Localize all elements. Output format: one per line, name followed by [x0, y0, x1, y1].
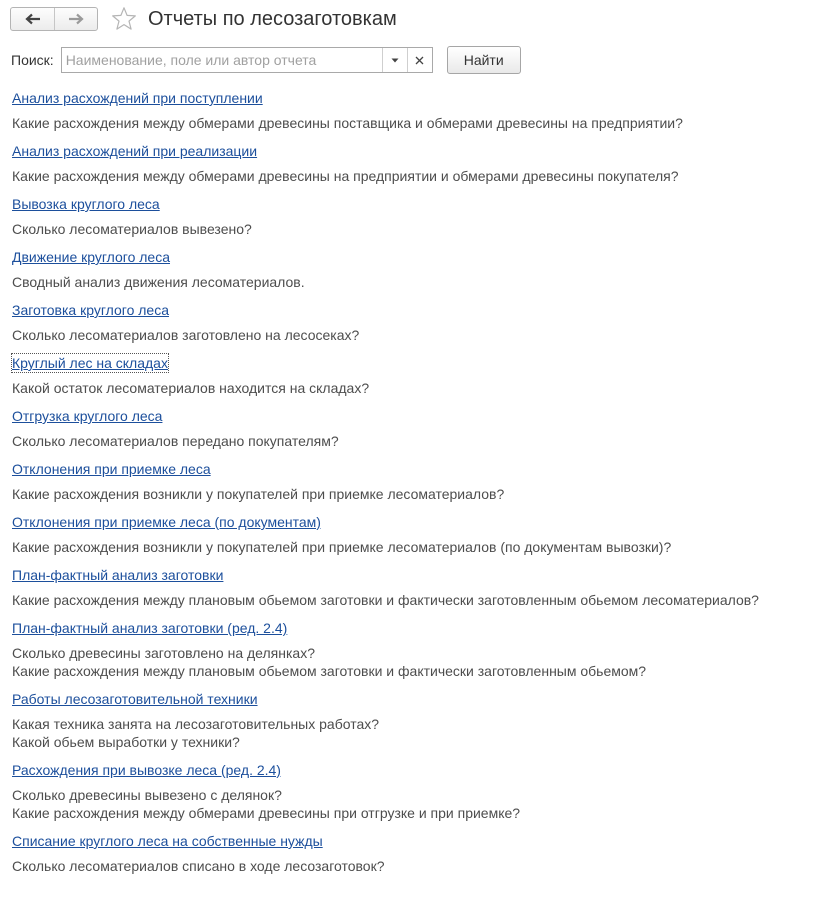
- report-description-line: Сколько древесины заготовлено на делянках?: [12, 645, 315, 661]
- report-link[interactable]: Отклонения при приемке леса (по документам): [12, 514, 321, 530]
- report-description-line: Какой обьем выработки у техники?: [12, 734, 240, 750]
- arrow-right-icon: [68, 13, 84, 25]
- report-item: [12, 301, 822, 344]
- navigation-buttons: [10, 7, 98, 31]
- report-description-line: Сколько лесоматериалов вывезено?: [12, 221, 252, 237]
- report-link[interactable]: Списание круглого леса на собственные нужды: [12, 833, 323, 849]
- report-link[interactable]: План-фактный анализ заготовки: [12, 567, 224, 583]
- report-link[interactable]: Анализ расхождений при реализации: [12, 143, 258, 159]
- report-description: [12, 326, 822, 344]
- report-description: [12, 715, 822, 751]
- report-description-line: Какие расхождения между обмерами древесины поставщика и обмерами древесины на предприятии?: [12, 115, 683, 131]
- report-description-line: Сводный анализ движения лесоматериалов.: [12, 274, 305, 290]
- report-description: [12, 379, 822, 397]
- search-dropdown-button[interactable]: [382, 48, 407, 72]
- forward-button[interactable]: [54, 8, 97, 30]
- search-field: [61, 47, 433, 73]
- report-description-line: Какие расхождения между обмерами древесины на предприятии и обмерами древесины покупателя?: [12, 168, 679, 184]
- report-description-line: Сколько древесины вывезено с делянок?: [12, 787, 282, 803]
- report-description: [12, 273, 822, 291]
- report-description: [12, 485, 822, 503]
- favorite-button[interactable]: [110, 5, 138, 33]
- report-item: [12, 89, 822, 132]
- report-item: [12, 142, 822, 185]
- report-link[interactable]: Движение круглого леса: [12, 249, 170, 265]
- report-description: [12, 167, 822, 185]
- report-description-line: Какой остаток лесоматериалов находится на складах?: [12, 380, 370, 396]
- report-description: [12, 857, 822, 875]
- report-description-line: Сколько лесоматериалов заготовлено на лесосеках?: [12, 327, 360, 343]
- report-description: [12, 644, 822, 680]
- search-input[interactable]: [62, 48, 382, 72]
- report-link[interactable]: Отклонения при приемке леса: [12, 461, 211, 477]
- report-description-line: Сколько лесоматериалов передано покупателям?: [12, 433, 339, 449]
- report-description: [12, 591, 822, 609]
- report-description: [12, 114, 822, 132]
- report-link[interactable]: Расхождения при вывозке леса (ред. 2.4): [12, 762, 281, 778]
- report-description-line: Какая техника занята на лесозаготовительных работах?: [12, 716, 380, 732]
- report-item: [12, 195, 822, 238]
- report-description-line: Какие расхождения между плановым обьемом заготовки и фактически заготовленным обьемом?: [12, 663, 647, 679]
- report-description-line: Какие расхождения между обмерами древесины при отгрузке и при приемке?: [12, 805, 521, 821]
- search-clear-button[interactable]: [407, 48, 432, 72]
- report-link[interactable]: План-фактный анализ заготовки (ред. 2.4): [12, 620, 288, 636]
- report-description: [12, 786, 822, 822]
- report-description: [12, 538, 822, 556]
- report-list: [12, 89, 822, 885]
- report-item: [12, 407, 822, 450]
- report-link[interactable]: Заготовка круглого леса: [12, 302, 169, 318]
- report-item: [12, 513, 822, 556]
- report-link[interactable]: Отгрузка круглого леса: [12, 408, 163, 424]
- search-label: Поиск:: [11, 52, 54, 68]
- report-description-line: Какие расхождения возникли у покупателей при приемке лесоматериалов (по документам вывозки)?: [12, 539, 672, 555]
- report-link[interactable]: Анализ расхождений при поступлении: [12, 90, 263, 106]
- report-description: [12, 220, 822, 238]
- report-description: [12, 432, 822, 450]
- report-item: [12, 761, 822, 822]
- report-item: [12, 248, 822, 291]
- caret-down-icon: [391, 58, 399, 63]
- report-link[interactable]: Круглый лес на складах: [12, 355, 168, 371]
- report-link[interactable]: Вывозка круглого леса: [12, 196, 160, 212]
- close-icon: [415, 56, 424, 65]
- report-item: [12, 832, 822, 875]
- page-title: Отчеты по лесозаготовкам: [148, 7, 397, 30]
- report-description-line: Сколько лесоматериалов списано в ходе лесозаготовок?: [12, 858, 385, 874]
- star-icon: [111, 6, 137, 32]
- report-item: [12, 460, 822, 503]
- report-item: [12, 354, 822, 397]
- find-button[interactable]: Найти: [447, 46, 521, 74]
- page-header: [10, 6, 397, 32]
- arrow-left-icon: [25, 13, 41, 25]
- back-button[interactable]: [11, 8, 54, 30]
- search-bar: [11, 46, 521, 74]
- report-description-line: Какие расхождения между плановым обьемом заготовки и фактически заготовленным обьемом лесоматериалов?: [12, 592, 759, 608]
- report-link[interactable]: Работы лесозаготовительной техники: [12, 691, 258, 707]
- report-item: [12, 690, 822, 751]
- report-item: [12, 619, 822, 680]
- report-description-line: Какие расхождения возникли у покупателей при приемке лесоматериалов?: [12, 486, 505, 502]
- report-item: [12, 566, 822, 609]
